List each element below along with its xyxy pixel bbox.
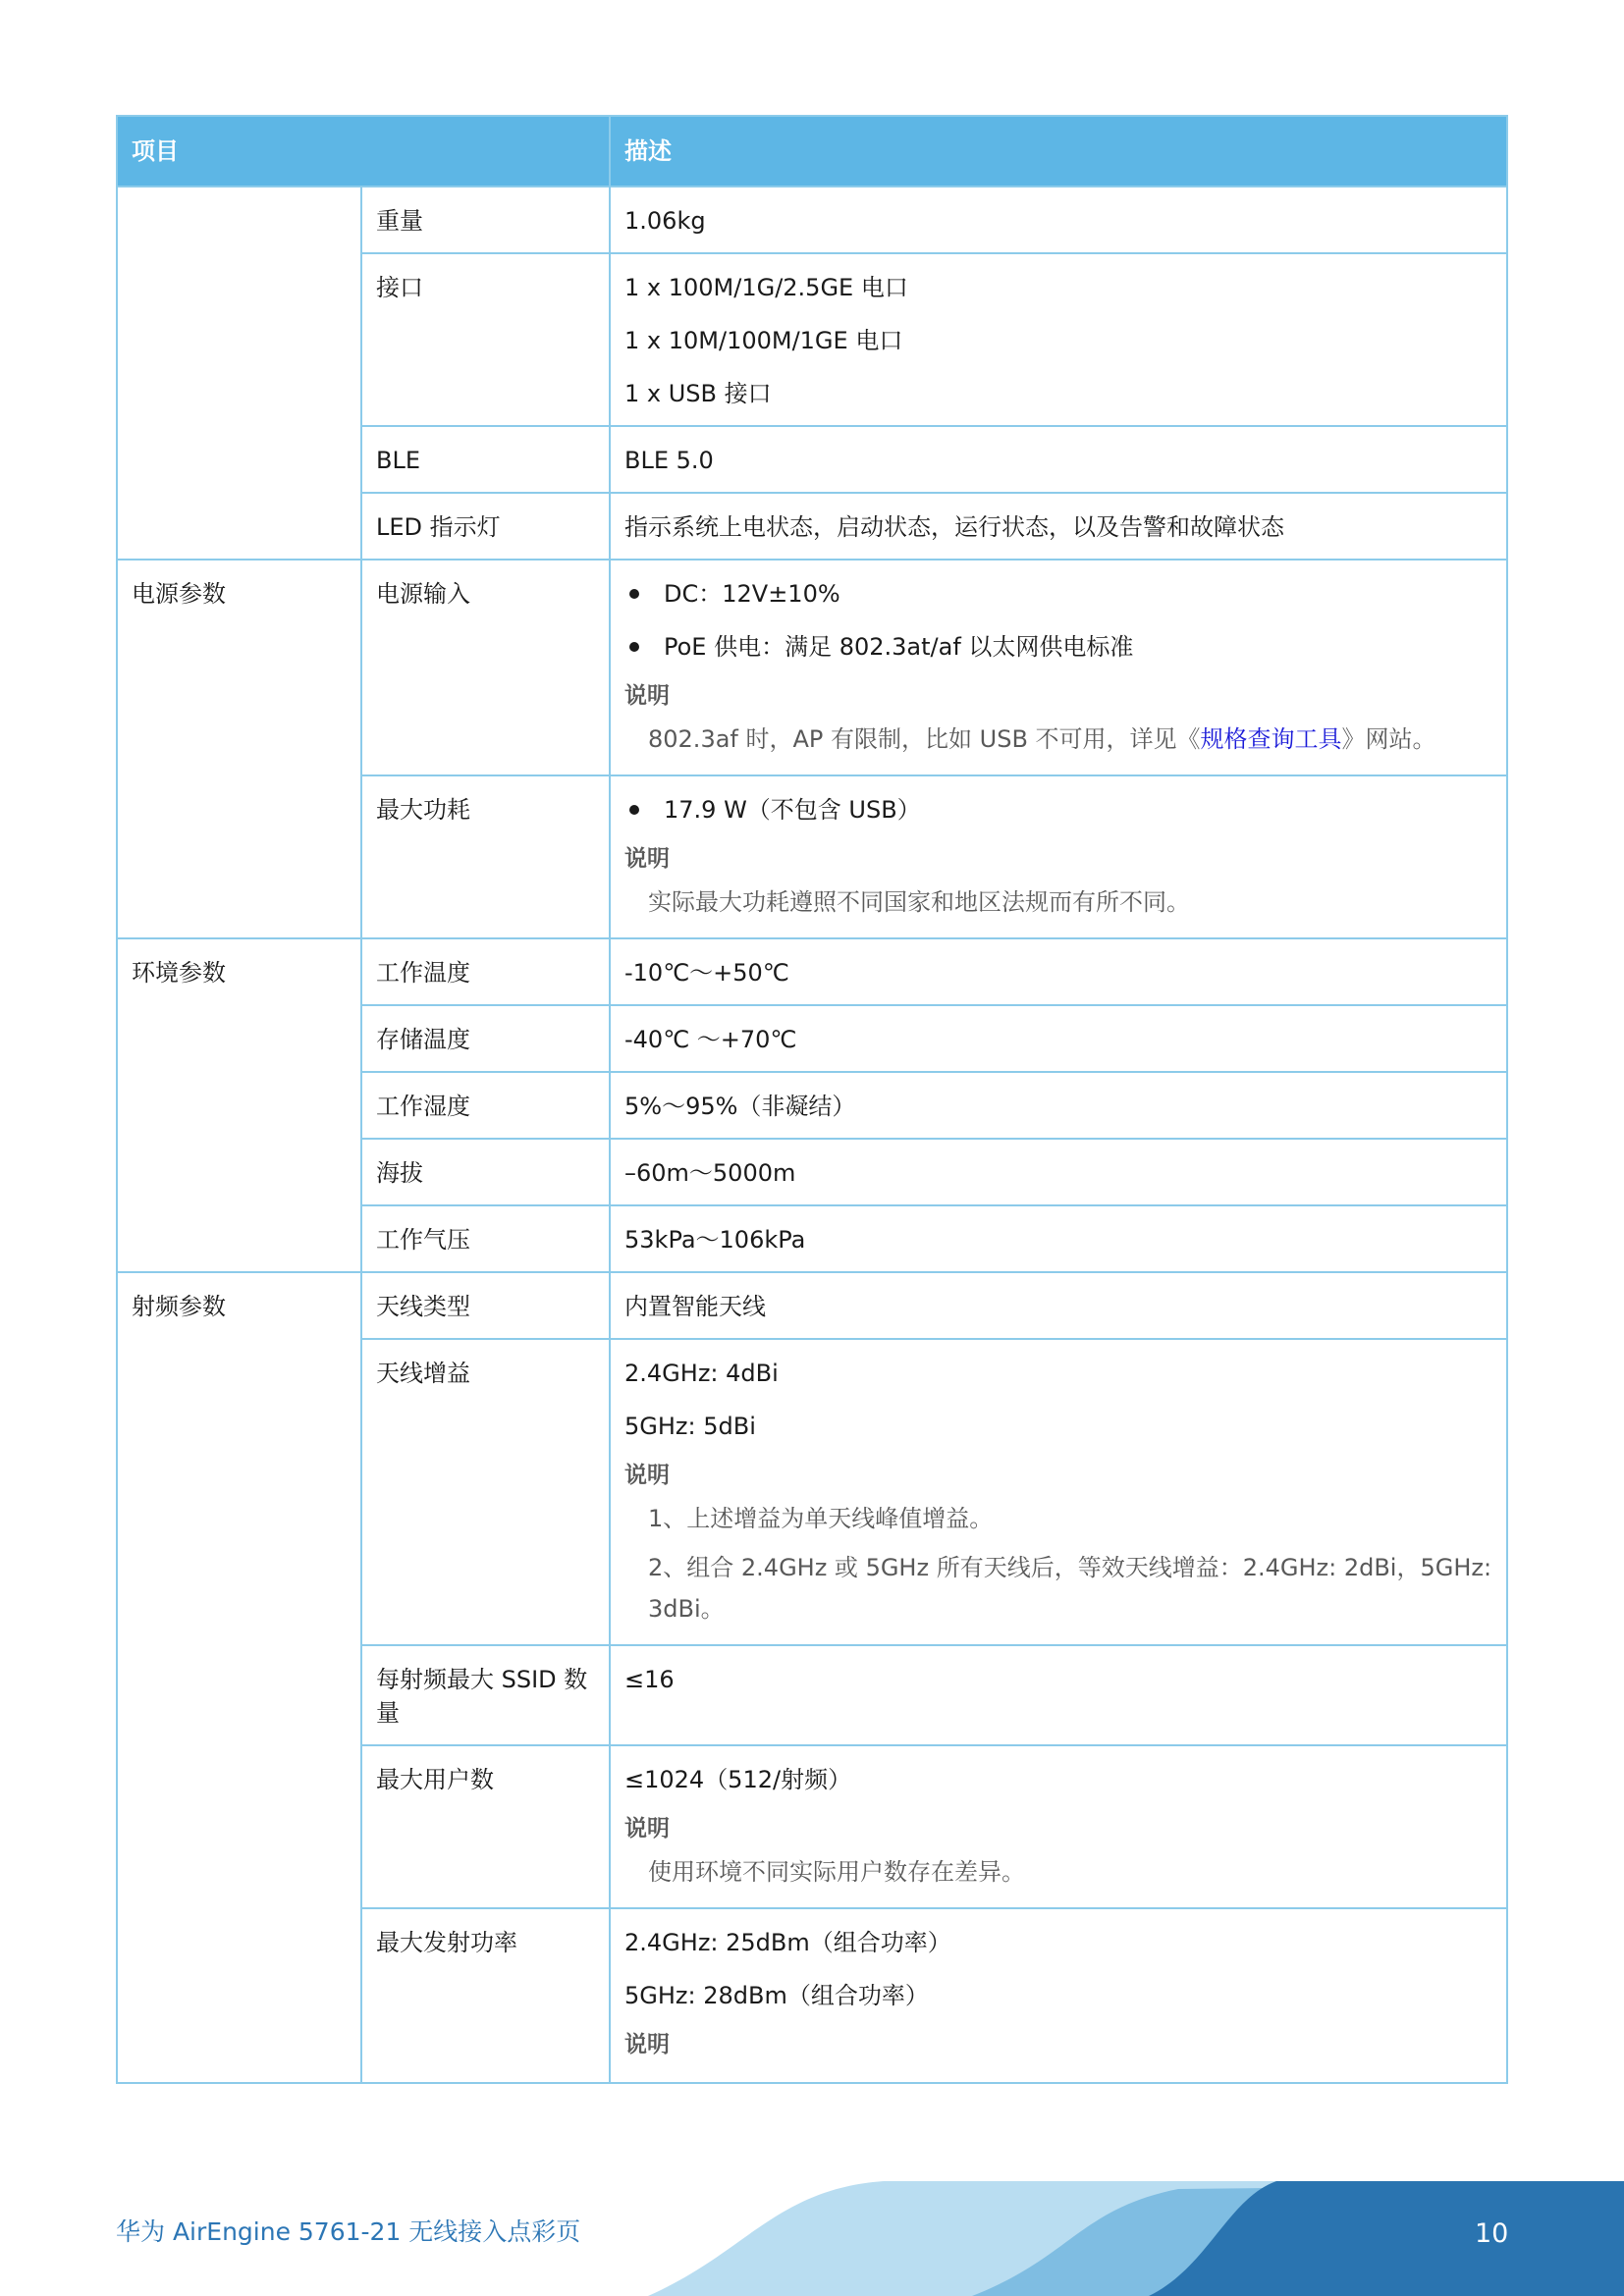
row-value	[610, 493, 1507, 560]
value-line: 2.4GHz: 25dBm（组合功率）	[624, 1929, 951, 1956]
spec-table	[116, 115, 1508, 2084]
row-value	[610, 1205, 1507, 1272]
row-label: 每射频最大 SSID 数量	[361, 1645, 610, 1745]
row-value	[610, 253, 1507, 426]
row-value	[610, 1005, 1507, 1072]
value-line: ≤1024（512/射频）	[624, 1766, 852, 1793]
row-label: 天线增益	[361, 1339, 610, 1645]
row-value	[610, 1339, 1507, 1645]
row-label: 工作湿度	[361, 1072, 610, 1139]
row-label: LED 指示灯	[361, 493, 610, 560]
table-header-row	[117, 116, 1507, 187]
row-label: 接口	[361, 253, 610, 426]
note-text: 实际最大功耗遵照不同国家和地区法规而有所不同。	[648, 888, 1190, 916]
table-row	[117, 938, 1507, 1005]
row-value	[610, 938, 1507, 1005]
row-value	[610, 1645, 1507, 1745]
note-label: 说明	[624, 2032, 670, 2057]
row-label: 最大用户数	[361, 1745, 610, 1908]
value-line: 指示系统上电状态，启动状态，运行状态，以及告警和故障状态	[624, 513, 1284, 541]
row-label: 电源输入	[361, 560, 610, 775]
row-value	[610, 775, 1507, 938]
row-value	[610, 1745, 1507, 1908]
value-line: 内置智能天线	[624, 1293, 766, 1320]
row-label: 天线类型	[361, 1272, 610, 1339]
row-value	[610, 1272, 1507, 1339]
value-line: 5GHz: 28dBm（组合功率）	[624, 1982, 929, 2009]
value-line: 5GHz: 5dBi	[624, 1413, 756, 1440]
spec-query-tool-link[interactable]: 规格查询工具	[1200, 725, 1342, 753]
value-line: 1 x USB 接口	[624, 380, 772, 407]
table-row	[117, 560, 1507, 775]
category-cell: 电源参数	[117, 560, 361, 938]
page-number: 10	[1475, 2218, 1509, 2249]
row-label: 海拔	[361, 1139, 610, 1205]
note-label: 说明	[624, 1816, 670, 1842]
footer-title: 华为 AirEngine 5761-21 无线接入点彩页	[116, 2217, 581, 2246]
note-label: 说明	[624, 1463, 670, 1488]
value-line: 5%～95%（非凝结）	[624, 1093, 856, 1120]
row-label: 存储温度	[361, 1005, 610, 1072]
category-cell: 射频参数	[117, 1272, 361, 2083]
table-row	[117, 1272, 1507, 1339]
bullet-item: DC：12V±10%	[624, 577, 1492, 611]
row-label: 工作气压	[361, 1205, 610, 1272]
row-label: 最大功耗	[361, 775, 610, 938]
bullet-item: PoE 供电：满足 802.3at/af 以太网供电标准	[624, 630, 1492, 664]
row-value	[610, 187, 1507, 253]
value-line: ≤16	[624, 1666, 675, 1693]
value-line: -40℃ ～+70℃	[624, 1026, 797, 1053]
row-value	[610, 426, 1507, 493]
note-text: 2、组合 2.4GHz 或 5GHz 所有天线后，等效天线增益：2.4GHz: 2dBi，5GHz: 3dBi。	[648, 1554, 1492, 1623]
value-line: 2.4GHz: 4dBi	[624, 1360, 779, 1387]
row-value	[610, 1139, 1507, 1205]
value-line: 1 x 100M/1G/2.5GE 电口	[624, 274, 908, 301]
row-value	[610, 1072, 1507, 1139]
note-label: 说明	[624, 846, 670, 872]
category-cell-empty	[117, 187, 361, 560]
row-label: 最大发射功率	[361, 1908, 610, 2083]
table-row	[117, 187, 1507, 253]
note-text: 1、上述增益为单天线峰值增益。	[648, 1505, 994, 1532]
row-value	[610, 1908, 1507, 2083]
header-description: 描述	[610, 116, 1507, 187]
value-line: 1.06kg	[624, 207, 706, 235]
note-text: 使用环境不同实际用户数存在差异。	[648, 1858, 1025, 1886]
note-label: 说明	[624, 683, 670, 709]
note-text	[624, 719, 1492, 760]
header-item: 项目	[117, 116, 610, 187]
note-text-post: 》网站。	[1341, 725, 1436, 753]
value-line: 53kPa～106kPa	[624, 1226, 806, 1254]
category-cell: 环境参数	[117, 938, 361, 1272]
value-line: BLE 5.0	[624, 447, 714, 474]
row-label: BLE	[361, 426, 610, 493]
note-text-pre: 802.3af 时，AP 有限制，比如 USB 不可用，详见《	[648, 725, 1201, 753]
value-line: 1 x 10M/100M/1GE 电口	[624, 327, 903, 354]
bullet-item: 17.9 W（不包含 USB）	[624, 793, 1492, 827]
row-label: 工作温度	[361, 938, 610, 1005]
value-line: -10℃～+50℃	[624, 959, 789, 987]
value-line: –60m～5000m	[624, 1159, 796, 1187]
row-value	[610, 560, 1507, 775]
row-label: 重量	[361, 187, 610, 253]
